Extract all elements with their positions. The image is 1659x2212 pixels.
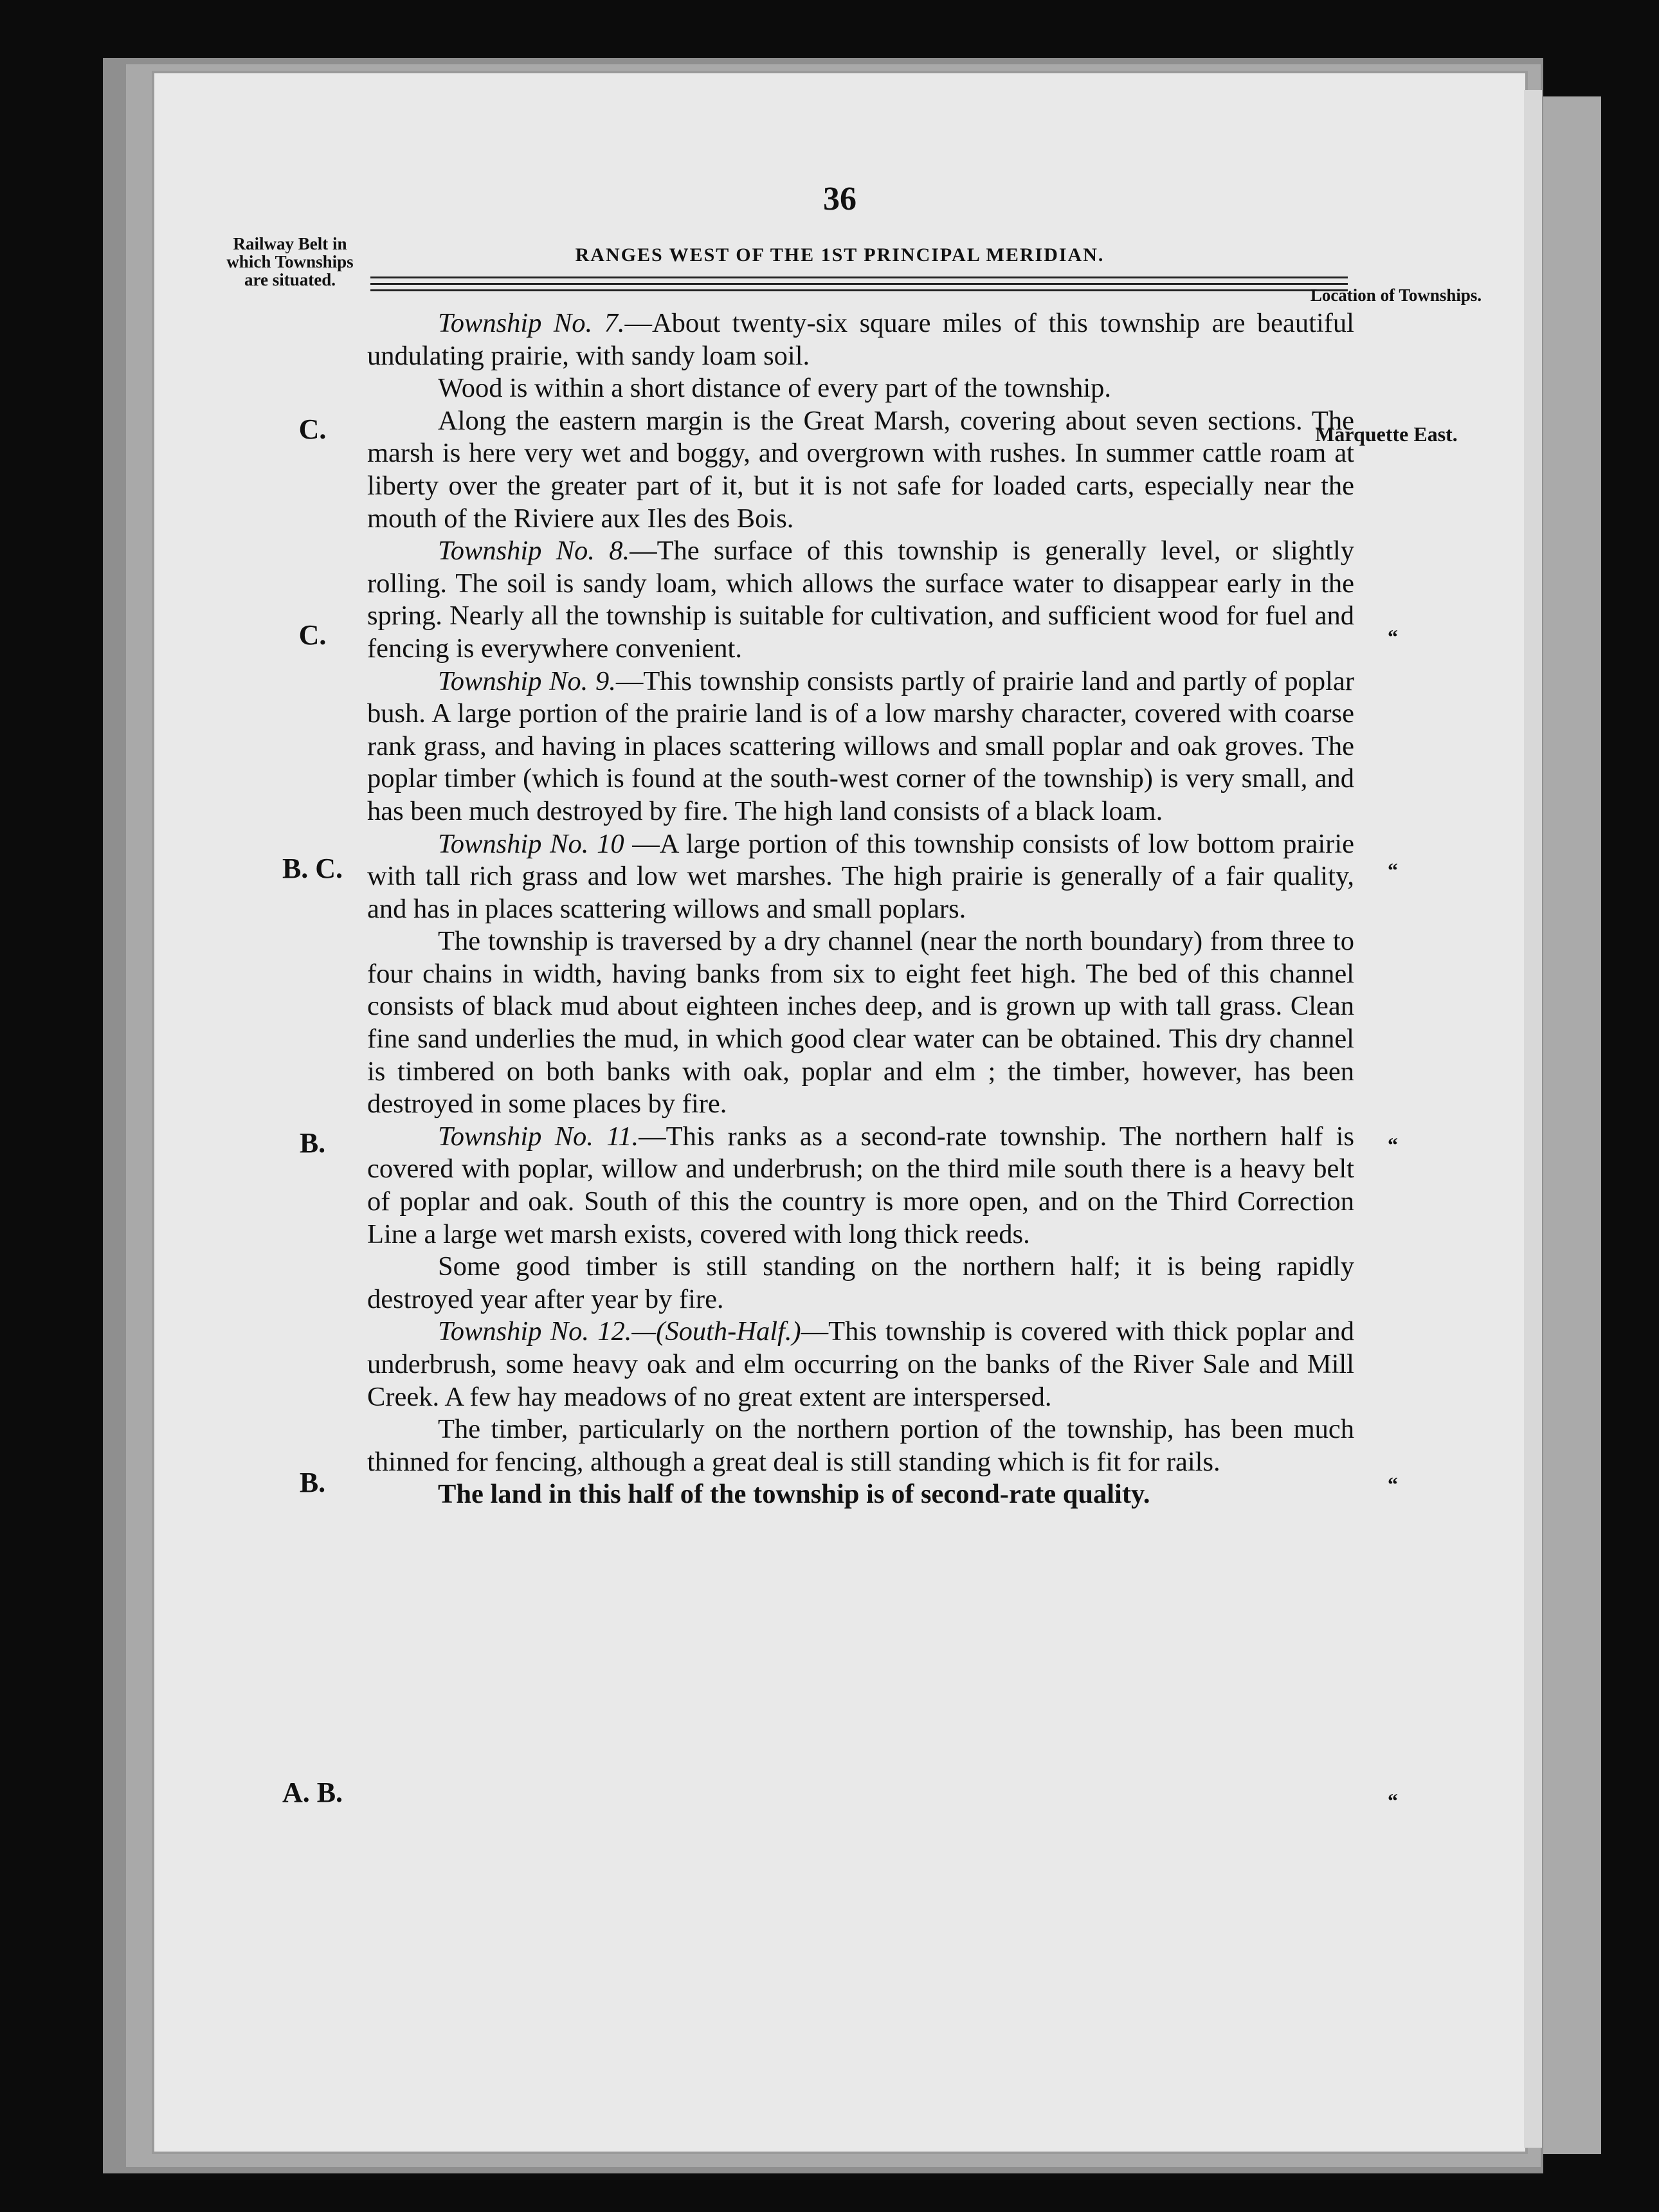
township-heading: Township No. 7. bbox=[438, 308, 625, 338]
ditto-mark: “ bbox=[1388, 1133, 1398, 1156]
header-rule bbox=[370, 283, 1348, 285]
location-label-township-7: Marquette East. bbox=[1315, 422, 1458, 446]
ditto-mark: “ bbox=[1388, 858, 1398, 882]
township-heading: Township No. 11. bbox=[438, 1121, 639, 1152]
right-margin-heading: Location of Townships. bbox=[1310, 286, 1482, 305]
paragraph: Wood is within a short distance of every part of the township. bbox=[438, 373, 1112, 404]
belt-label-township-9: B. C. bbox=[282, 853, 343, 884]
paragraph: Township No. 7.—About twenty-six square miles of this township are beautiful undulating prairie, with sandy loam soil. bbox=[367, 308, 1354, 371]
belt-label-township-11: B. bbox=[299, 1467, 326, 1498]
township-heading: Township No. 10 bbox=[438, 828, 624, 859]
book-page bbox=[152, 71, 1528, 2154]
header-rule bbox=[370, 289, 1348, 291]
belt-label-township-12: A. B. bbox=[282, 1777, 343, 1808]
paragraph: The township is traversed by a dry channel (near the north boundary) from three to four chains in width, having banks from six to eight feet high. The bed of this channel consists of black mud about eighteen inches deep, and is grown up with tall grass. Clean fine sand underlies the mud, in which good clear water can be obtained. This dry channel is timbered on both banks with oak, poplar and elm ; the timber, however, has been destroyed in some places by fire. bbox=[367, 926, 1354, 1120]
binding-edge bbox=[1543, 96, 1601, 2154]
ditto-mark: “ bbox=[1388, 1473, 1398, 1496]
paragraph: Township No. 10 —A large portion of this township consists of low bottom prairie with tall rich grass and low wet marshes. The high prairie is generally of a fair quality, and has in places scattering willows and small poplars. bbox=[367, 828, 1354, 924]
township-heading: Township No. 9. bbox=[438, 666, 616, 696]
township-subheading: —(South-Half.) bbox=[631, 1316, 801, 1347]
township-heading: Township No. 12. bbox=[438, 1316, 632, 1347]
paragraph: The timber, particularly on the northern portion of the township, has been much thinned for fencing, although a great deal is still standing which is fit for rails. bbox=[367, 1414, 1354, 1477]
paragraph: Township No. 8.—The surface of this township is generally level, or slightly rolling. The soil is sandy loam, which allows the surface water to disappear early in the spring. Nearly all the township is suitable for cultivation, and sufficient wood for fuel and fencing is everywhere convenient. bbox=[367, 536, 1355, 664]
paragraph: The land in this half of the township is of second-rate quality. bbox=[438, 1479, 1150, 1510]
left-margin-heading: Railway Belt in which Townships are situated. bbox=[226, 234, 354, 289]
page-spine-edge bbox=[1524, 90, 1542, 2148]
header-rule bbox=[370, 276, 1348, 278]
belt-label-township-8: C. bbox=[298, 619, 327, 651]
township-heading: Township No. 8. bbox=[438, 536, 630, 567]
paragraph: Some good timber is still standing on the northern half; it is being rapidly destroyed year after year by fire. bbox=[367, 1251, 1354, 1314]
belt-label-township-7: C. bbox=[298, 413, 327, 445]
running-head: RANGES WEST OF THE 1ST PRINCIPAL MERIDIAN. bbox=[575, 244, 1105, 266]
paragraph: Township No. 9.—This township consists partly of prairie land and partly of poplar bush. A large portion of the prairie land is of a low marshy character, covered with coarse rank grass, and having in places scattering willows and small poplar and oak groves. The poplar timber (which is found at the south-west corner of the township) is very small, and has been much destroyed by fire. The high land consists of a black loam. bbox=[367, 666, 1354, 826]
ditto-mark: “ bbox=[1388, 1789, 1398, 1812]
belt-label-township-10: B. bbox=[299, 1127, 326, 1159]
page-number: 36 bbox=[823, 181, 857, 217]
paragraph: Along the eastern margin is the Great Marsh, covering about seven sections. The marsh is here very wet and boggy, and overgrown with rushes. In summer cattle roam at liberty over the greater part of it, but it is not safe for loaded carts, especially near the mouth of the Riviere aux Iles des Bois. bbox=[367, 405, 1354, 534]
paragraph: Township No. 11.—This ranks as a second-rate township. The northern half is covered with poplar, willow and underbrush; on the third mile south there is a heavy belt of poplar and oak. South of this the country is more open, and on the Third Correction Line a large wet marsh exists, covered with long thick reeds. bbox=[367, 1121, 1355, 1249]
ditto-mark: “ bbox=[1388, 625, 1398, 648]
paragraph: Township No. 12.—(South-Half.)—This township is covered with thick poplar and underbrush, some heavy oak and elm occurring on the banks of the River Sale and Mill Creek. A few hay meadows of no great extent are interspersed. bbox=[367, 1316, 1354, 1412]
body-text bbox=[367, 307, 1354, 1511]
